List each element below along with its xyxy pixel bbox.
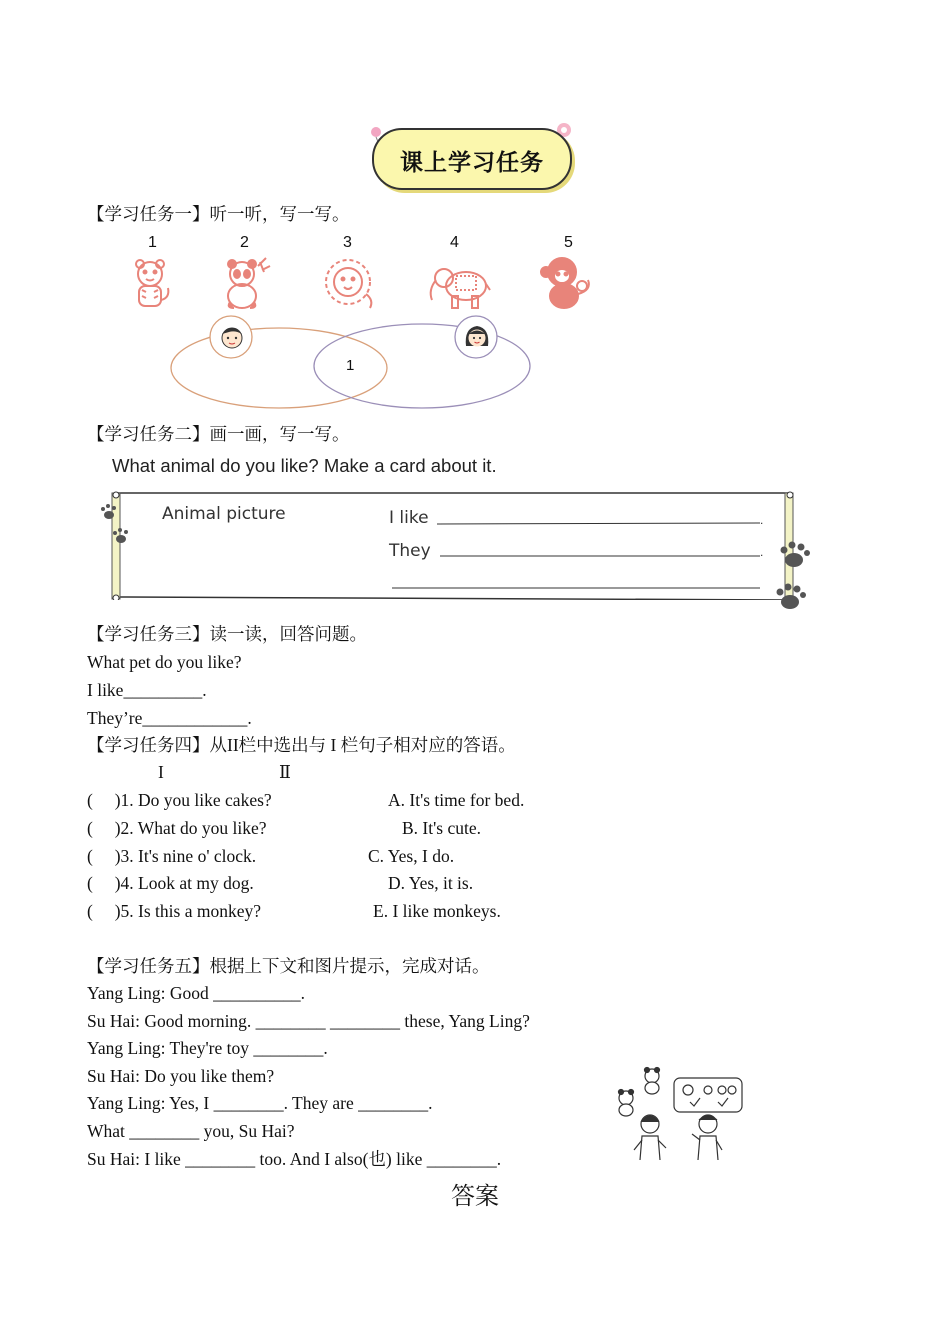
match-question: ( )1. Do you like cakes?: [87, 790, 272, 810]
task4-column-2-heading: Ⅱ: [279, 762, 291, 782]
venn-center-number: 1: [346, 357, 355, 374]
animal-number-1: 1: [148, 234, 157, 251]
match-question: ( )5. Is this a monkey?: [87, 901, 261, 921]
svg-text:.: .: [760, 513, 764, 527]
task4-header: 【学习任务四】从II栏中选出与 I 栏句子相对应的答语。: [87, 735, 516, 755]
match-answer: C. Yes, I do.: [368, 846, 455, 866]
task3-header: 【学习任务三】读一读，回答问题。: [87, 624, 367, 644]
animal-number-2: 2: [240, 234, 249, 251]
task3-answer-1: I like_________.: [87, 680, 207, 700]
match-answer: A. It's time for bed.: [388, 790, 525, 810]
toy-panda-icon: [645, 1068, 660, 1095]
panda-icon: [220, 256, 272, 317]
card-they-label: They: [389, 541, 431, 561]
animal-number-3: 3: [343, 234, 352, 251]
dialogue-line: Su Hai: Do you like them?: [87, 1066, 275, 1086]
answer-section-title: 答案: [451, 1182, 499, 1210]
venn-left-ellipse: [171, 328, 387, 408]
elephant-icon: [426, 260, 492, 317]
section-title-badge: [372, 128, 572, 190]
match-question: ( )2. What do you like?: [87, 818, 267, 838]
match-answer: D. Yes, it is.: [388, 873, 474, 893]
boy-figure: [692, 1115, 722, 1160]
match-answer: E. I like monkeys.: [373, 901, 501, 921]
dialogue-line: Yang Ling: Good __________.: [87, 983, 305, 1003]
animal-number-4: 4: [450, 234, 459, 251]
task3-question: What pet do you like?: [87, 652, 242, 672]
girl-avatar: [462, 322, 492, 357]
dialogue-line: Yang Ling: They're toy ________.: [87, 1038, 328, 1058]
paw-icon: [774, 540, 814, 619]
dialogue-line: Su Hai: I like ________ too. And I also(也) like ________.: [87, 1149, 502, 1169]
dialogue-line: What ________ you, Su Hai?: [87, 1121, 295, 1141]
paw-icon: [99, 503, 133, 554]
match-question: ( )3. It's nine o' clock.: [87, 846, 257, 866]
toy-panda-icon: [619, 1090, 634, 1117]
task5-header: 【学习任务五】根据上下文和图片提示，完成对话。: [87, 956, 490, 976]
task2-prompt: What animal do you like? Make a card about it.: [112, 455, 497, 476]
task4-column-1-heading: I: [158, 762, 164, 782]
task1-header: 【学习任务一】听一听，写一写。: [87, 204, 350, 224]
girl-figure: [634, 1115, 666, 1160]
monkey-icon: [538, 254, 596, 315]
boy-avatar: [217, 322, 247, 357]
dialogue-illustration: [610, 1064, 750, 1169]
dialogue-line: Su Hai: Good morning. ________ ________ these, Yang Ling?: [87, 1011, 530, 1031]
svg-text:.: .: [760, 545, 764, 559]
card-like-label: I like: [389, 508, 429, 528]
match-question: ( )4. Look at my dog.: [87, 873, 254, 893]
lion-icon: [322, 258, 378, 315]
dialogue-line: Yang Ling: Yes, I ________. They are ________.: [87, 1093, 433, 1113]
speech-bubble: [674, 1078, 742, 1112]
section-title: 课上学习任务: [400, 150, 544, 176]
card-picture-label: Animal picture: [162, 504, 286, 524]
task3-answer-2: They’re____________.: [87, 708, 252, 728]
match-answer: B. It's cute.: [402, 818, 481, 838]
tiger-icon: [126, 258, 174, 317]
animal-number-5: 5: [564, 234, 573, 251]
task2-header: 【学习任务二】画一画，写一写。: [87, 424, 350, 444]
